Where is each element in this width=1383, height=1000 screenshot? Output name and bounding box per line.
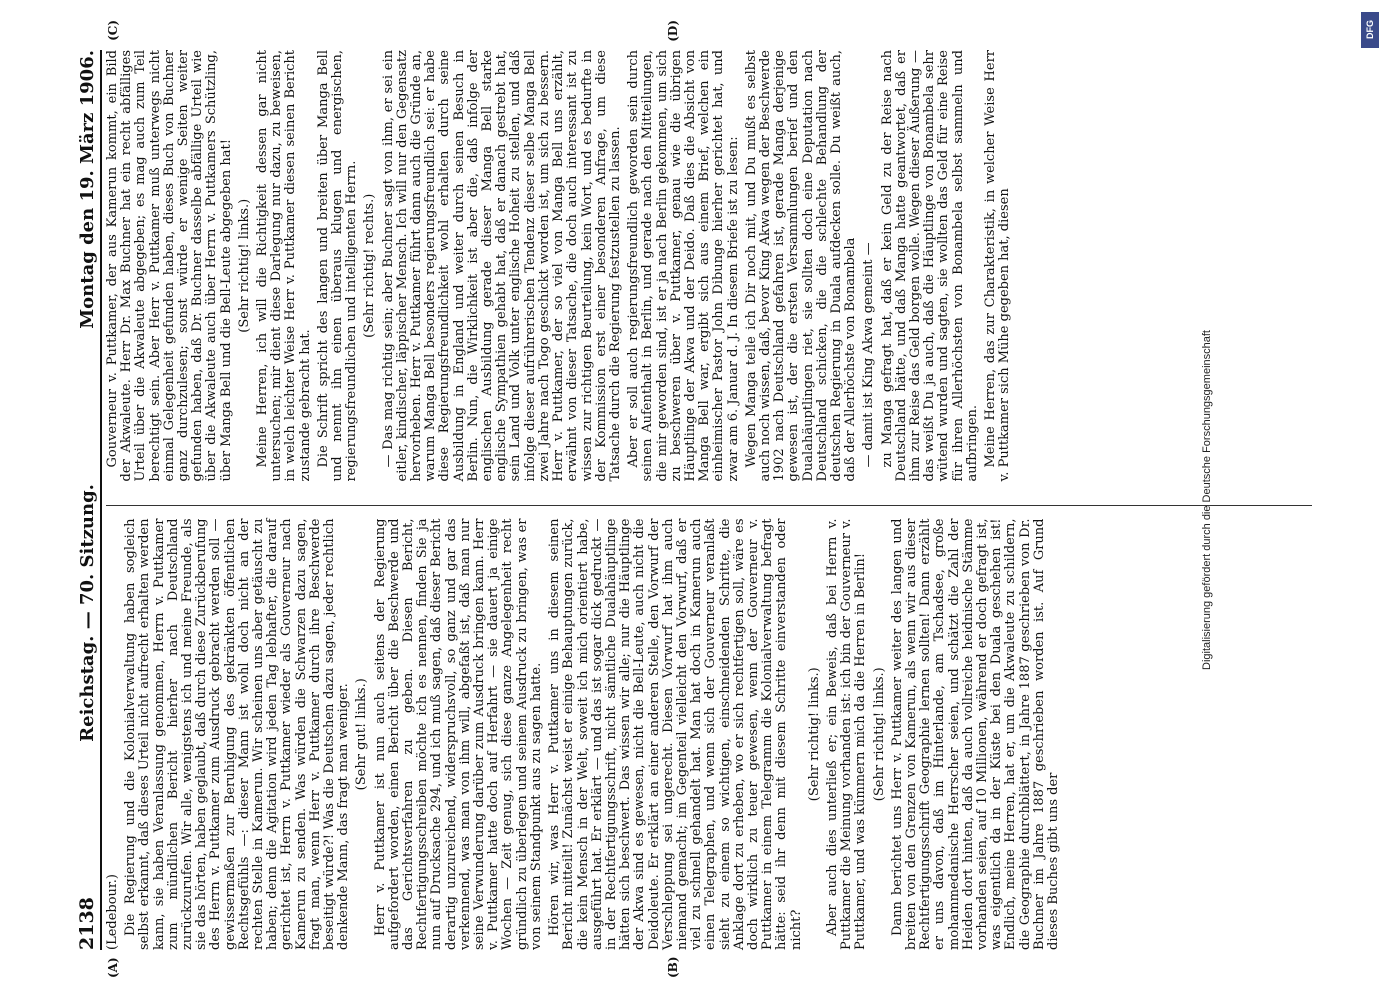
margin-mark-d: (D) [665,20,680,42]
paragraph: Hören wir, was Herr v. Puttkamer uns in diesem seinen Bericht mitteilt! Zunächst weist er einige Behauptungen zurück, die kein Mensch in der Welt, soweit ich mich orientiert habe, ausgeführt hat. Er erklärt — und das ist sogar dick gedruckt — in der Rechtfertigungsschrift, nicht sämtliche Dualahäuptlinge hätten sich beschwert. Das wissen wir alle; nur die Häuptlinge der Akwa sind es gewesen, nicht die Bell-Leute, auch nicht die Deidoleute. Er erklärt an einer anderen Stelle, den Vorwurf der Verschleppung sei ungerecht. Diesen Vorwurf hat ihm auch niemand gemacht; im Gegenteil vielleicht den Vorwurf, daß er viel zu schnell gehandelt hat. Man hat doch in Kamerun auch einen Telegraphen, und wenn sich der Gouverneur veranlaßt sieht zu einem so wichtigen, einschneidenden Schritte, die Anklage dort zu erheben, wo er sich rechtfertigen soll, wäre es doch wirklich zu teuer gewesen, wenn der Gouverneur v. Puttkamer in einem Telegramm die Kolonialverwaltung befragt hätte: seid ihr denn mit diesem Schritte einverstanden oder nicht? [546,518,804,950]
paragraph: Wegen Manga teile ich Dir noch mit, und Du mußt es selbst auch noch wissen, daß, bevor King Akwa wegen der Beschwerde 1902 nach Deutschland gefahren ist, gerade Manga derjenige gewesen ist, der die ersten Versammlungen berief und den Dualahäuptlingen riet, sie sollten doch eine Deputation nach Deutschland schicken, die die schlechte Behandlung der deutschen Regierung in Duala aufdecken solle. Du weißt auch, daß der Allerhöchste von Bonambela [743,50,858,482]
session-title: Reichstag. — 70. Sitzung. [76,484,98,742]
paragraph: Meine Herren, ich will die Richtigkeit dessen gar nicht untersuchen; mir dient diese Darlegung nur dazu, zu beweisen, in welch leichter Weise Herr v. Puttkamer diesen seinen Bericht zustande gebracht hat. [254,50,313,482]
paragraph: Aber auch dies unterließ er; ein Beweis, daß bei Herrn v. Puttkamer die Meinung vorhanden ist: ich bin der Gouverneur v. Puttkamer, und was kümmern mich da die Herren in Berlin! [824,518,868,950]
column-right [104,20,1312,482]
page-header [72,50,102,950]
page-number: 2138 [75,897,98,950]
interjection: (Sehr gut! links.) [353,678,369,791]
paragraph: Gouverneur v. Puttkamer, der aus Kamerun kommt, ein Bild der Akwaleute. Herr Dr. Max Buchner hat ein recht abfälliges Urteil über die Akwaleute abgegeben; es mag auch zum Teil berechtigt sein. Aber Herr v. Puttkamer muß unterwegs nicht einmal Gelegenheit gefunden haben, dieses Buch von Buchner ganz durchzulesen; sonst würde er wenige Seiten weiter gefunden haben, daß Dr. Buchner dasselbe abfällige Urteil wie über die Akwaleute auch über Herrn v. Puttkamers Schützling, über Manga Bell und die Bell-Leute abgegeben hat! [104,50,234,482]
margin-mark-c: (C) [105,20,120,41]
margin-mark-b: (B) [665,956,680,978]
interjection: (Sehr richtig! rechts.) [361,193,377,338]
digitization-credit: Digitalisierung gefördert durch die Deutsche Forschungsgemeinschaft [1201,330,1214,670]
text-columns [104,20,1312,978]
paragraph: Herr v. Puttkamer ist nun auch seitens der Regierung aufgefordert worden, einen Bericht über die Beschwerde und das Gerichtsverfahren zu geben. Diesen Bericht, Rechtfertigungsschreiben möchte ich es nennen, finden Sie ja nun auf Drucksache 294, und ich muß sagen, daß dieser Bericht derartig unzureichend, widerspruchsvoll, so ganz und gar das verkennend, was man von ihm will, abgefaßt ist, daß man nur seine Verwunderung darüber zum Ausdruck bringen kann. Herr v. Puttkamer hatte doch auf Herfahrt — sie dauert ja einige Wochen — Zeit genug, sich diese ganze Angelegenheit recht gründlich zu überlegen und seinem Ausdruck zu bringen, was er von seinem Standpunkt aus zu sagen hatte. [372,518,544,950]
paragraph: Meine Herren, das zur Charakteristik, in welcher Weise Herr v. Puttkamer sich Mühe gegeben hat, diesen [982,50,1012,482]
interjection: (Sehr richtig! links.) [806,667,822,802]
interjection: (Sehr richtig! links.) [236,198,252,333]
paragraph: zu Manga gefragt hat, daß er kein Geld zu der Reise nach Deutschland hätte, und daß Manga hatte geantwortet, daß er ihm zur Reise das Geld borgen wolle. Wegen dieser Äußerung — das weißt Du ja auch, daß die Häuptlinge von Bonambela sehr wütend wurden und sagten, sie wollten das Geld für eine Reise für ihren Allerhöchsten von Bonambela selbst sammeln und aufbringen. [879,50,980,482]
interjection: (Sehr richtig! links.) [871,667,887,802]
rotated-content [72,20,1312,978]
paragraph: — Das mag richtig sein; aber Buchner sagt von ihm, er sei ein eitler, kindischer, läppischer Mensch. Ich will nur den Gegensatz hervorheben. Herr v. Puttkamer führt dann auch die Gründe an, warum Manga Bell besonders regierungsfreundlich sei: er habe diese Regierungsfreundlichkeit wohl erhalten durch seine Ausbildung in England und weiter durch seinen Besuch in Berlin. Nun, die Wirklichkeit ist aber die, daß infolge der englischen Ausbildung gerade dieser Manga Bell starke englische Sympathien gehabt hat, daß er danach gestrebt hat, sein Land und Volk unter englische Hoheit zu stellen, und daß infolge dieser aufrührerischen Tendenz dieser selbe Manga Bell zwei Jahre nach Togo geschickt worden ist, um sich zu bessern. Herr v. Puttkamer, der so viel von Manga Bell uns erzählt, erwähnt von dieser Tatsache, die doch auch interessant ist zu wissen zur richtigen Beurteilung, kein Wort, und es bedurfte in der Kommission erst einer besonderen Anfrage, um diese Tatsache durch die Regierung festzustellen zu lassen. [380,50,623,482]
speaker-label: (Ledebour.) [104,874,120,950]
paragraph: Die Regierung und die Kolonialverwaltung haben sogleich selbst erkannt, daß dieses Urteil nicht aufrecht erhalten werden kann, sie haben Veranlassung genommen, Herrn v. Puttkamer zum mündlichen Bericht hierher nach Deutschland zurückzurufen. Wir alle, wenigstens ich und meine Freunde, als sie das hörten, haben geglaubt, daß durch diese Zurückberufung des Herrn v. Puttkamer zum Ausdruck gebracht werden soll — gewissermaßen zur Beruhigung des gekränkten öffentlichen Rechtsgefühls —: dieser Mann ist wohl doch nicht an der rechten Stelle in Kamerun. Wir scheinen uns aber getäuscht zu haben; denn die Agitation wird jeden Tag lebhafter, die darauf gerichtet ist, Herrn v. Puttkamer wieder als Gouverneur nach Kamerun zu senden. Was würden die Schwarzen dazu sagen, fragt man, wenn Herr v. Puttkamer durch ihre Beschwerde beseitigt würde?! Was die Deutschen dazu sagen, jeder rechtlich denkende Mann, das fragt man weniger. [122,518,351,950]
column-left [104,506,1312,978]
margin-mark-a: (A) [105,957,120,978]
paragraph: Dann berichtet uns Herr v. Puttkamer weiter des langen und breiten von den Grenzen von Kamerun, als wenn wir aus dieser Rechtfertigungsschrift Geographie lernen sollten! Dann erzählt er uns davon, daß im Hinterlande, am Tschadsee, große mohammedanische Herrscher seien, und schätzt die Zahl der Heiden dort hinten, daß da auch vollreiche heidnische Stämme vorhanden seien, auf 10 Millionen, während er doch gefragt ist, was eigentlich da in der Küste bei den Duala geschehen ist! Endlich, meine Herren, hat er, um die Akwaleute zu schildern, die Geographie durchblättert, in Jahre 1887 geschrieben von Dr. Buchner im Jahre 1887 geschrieben worden ist. Auf Grund dieses Buches gibt uns der [889,518,1061,950]
dfg-logo: DFG [1361,12,1379,48]
session-date: Montag den 19. März 1906. [76,50,98,329]
paragraph: — damit ist King Akwa gemeint — [860,242,876,468]
paragraph: Aber er soll auch regierungsfreundlich geworden sein durch seinen Aufenthalt in Berlin, und gerade nach den Mitteilungen, die mir geworden sind, ist er ja nach Berlin gekommen, um sich zu beschweren über v. Puttkamer, genau wie die übrigen Häuptlinge der Akwa und der Deido. Daß dies die Absicht von Manga Bell war, ergibt sich aus einem Brief, welchen ein einheimischer Pastor John Dibunge hierher gerichtet hat, und zwar am 6. Januar d. J. In diesem Briefe ist zu lesen: [625,50,741,482]
paragraph: Die Schrift spricht des langen und breiten über Manga Bell und nennt ihn einen überaus klugen und energischen, regierungsfreundlichen und intelligenten Herrn. [315,50,359,482]
